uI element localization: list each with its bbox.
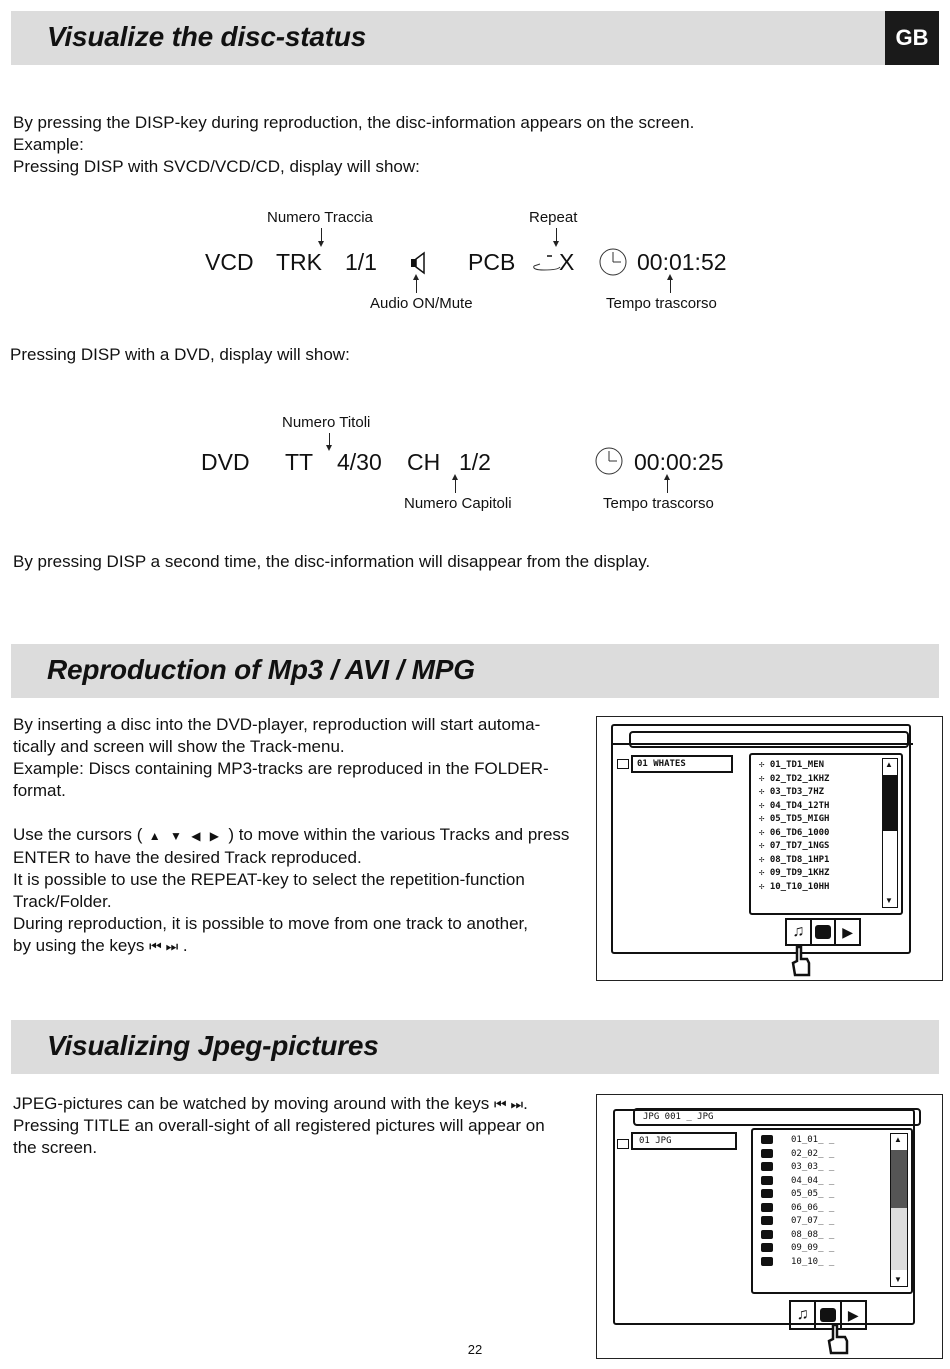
track-name: 01_TD1_MEN <box>769 760 825 770</box>
trk-label: TRK <box>276 249 322 275</box>
scroll-up-icon[interactable]: ▲ <box>894 1135 902 1144</box>
arrow-down <box>556 228 557 242</box>
prev-next-keys-icon: ⏮ ⏭ <box>493 1096 524 1112</box>
intro-line: Pressing DISP with SVCD/VCD/CD, display will show: <box>13 157 420 176</box>
picture-name: 07_07_ _ <box>791 1216 835 1226</box>
track-list-box <box>749 753 903 915</box>
text-line: By inserting a disc into the DVD-player, reproduction will start automa- <box>13 715 541 734</box>
track-icon: ✢ <box>759 854 770 865</box>
track-icon: ✢ <box>759 868 770 878</box>
list-item[interactable] <box>761 1175 834 1189</box>
track-icon: ✢ <box>759 773 770 784</box>
scrollbar[interactable] <box>890 1133 908 1287</box>
text-part: JPEG-pictures can be watched by moving around with the keys <box>13 1094 490 1113</box>
play-icon[interactable]: ▶ <box>842 924 854 940</box>
list-item[interactable] <box>761 1215 834 1229</box>
list-item[interactable] <box>759 854 829 868</box>
picture-icon <box>761 1189 773 1198</box>
picture-name: 01_01_ _ <box>791 1135 835 1145</box>
track-list <box>759 759 829 894</box>
text-part: ) to move within the various Tracks and press <box>228 825 570 844</box>
list-item[interactable] <box>761 1134 834 1148</box>
text-line: Track/Folder. <box>13 892 112 911</box>
track-name: 07_TD7_1NGS <box>769 841 830 851</box>
ch-label: CH <box>407 449 441 475</box>
menu-header-bar <box>629 731 909 748</box>
folder-icon <box>617 1139 629 1149</box>
scrollbar[interactable] <box>882 758 898 908</box>
text-line: Pressing TITLE an overall-sight of all registered pictures will appear on <box>13 1116 545 1135</box>
cursor-keys-icon: ▲ ▼ ◀ ▶ <box>142 829 229 843</box>
title-value: 4/30 <box>337 449 382 475</box>
label-chapter-number: Numero Capitoli <box>404 495 512 512</box>
scrollbar-thumb[interactable] <box>891 1150 907 1208</box>
language-badge: GB <box>885 11 939 65</box>
list-item[interactable] <box>761 1161 834 1175</box>
section-title: Reproduction of Mp3 / AVI / MPG <box>47 654 475 685</box>
text-line: ENTER to have the desired Track reproduced. <box>13 848 362 867</box>
arrow-down <box>321 228 322 242</box>
track-name: 09_TD9_1KHZ <box>769 868 830 878</box>
picture-icon <box>761 1135 773 1144</box>
play-icon[interactable]: ▶ <box>847 1307 859 1323</box>
speaker-icon <box>410 251 430 275</box>
elapsed-time: 00:01:52 <box>637 249 727 275</box>
text-line: Example: Discs containing MP3-tracks are reproduced in the FOLDER- <box>13 759 549 778</box>
menu-header-bar: JPG 001 _ JPG <box>633 1108 921 1126</box>
track-name: 06_TD6_1000 <box>769 827 830 838</box>
list-item[interactable] <box>759 867 829 881</box>
label-elapsed-time: Tempo trascorso <box>606 295 717 312</box>
text-line: During reproduction, it is possible to move from one track to another, <box>13 914 528 933</box>
arrow-up <box>670 279 671 293</box>
section-title: Visualize the disc-status <box>47 21 367 52</box>
folder-icon <box>617 759 629 769</box>
track-name: 03_TD3_7HZ <box>769 787 825 797</box>
music-note-icon[interactable]: ♫ <box>791 1302 816 1328</box>
track-name: 02_TD2_1KHZ <box>769 773 830 784</box>
outro-paragraph: By pressing DISP a second time, the disc-information will disappear from the display. <box>13 552 651 571</box>
intro-paragraph <box>13 112 694 178</box>
arrow-down <box>329 433 330 446</box>
chapter-value: 1/2 <box>459 449 491 475</box>
pcb-label: PCB <box>468 249 516 275</box>
list-item[interactable] <box>761 1242 834 1256</box>
page-number: 22 <box>467 1342 483 1357</box>
list-item[interactable] <box>761 1148 834 1162</box>
intro-line: By pressing the DISP-key during reproduction, the disc-information appears on the screen. <box>13 113 695 132</box>
section-header-jpeg <box>11 1020 939 1074</box>
label-track-number: Numero Traccia <box>267 209 373 226</box>
clock-icon <box>598 247 628 277</box>
cursor-line <box>13 824 573 847</box>
section-header-mp3 <box>11 644 939 698</box>
track-icon: ✢ <box>759 827 770 838</box>
picture-icon <box>761 1243 773 1252</box>
track-name: 10_T10_10HH <box>769 881 830 892</box>
picture-name: 03_03_ _ <box>791 1162 835 1172</box>
jpeg-menu-screen <box>596 1094 943 1359</box>
track-icon: ✢ <box>759 760 770 770</box>
picture-name: 04_04_ _ <box>791 1175 835 1186</box>
scrollbar-thumb[interactable] <box>883 775 897 831</box>
list-item[interactable] <box>761 1202 834 1216</box>
prev-next-keys-icon: ⏮ ⏭ <box>149 938 179 954</box>
track-icon: ✢ <box>759 841 770 851</box>
picture-icon <box>761 1203 773 1212</box>
text-part: by using the keys <box>13 936 145 955</box>
list-item[interactable] <box>761 1229 834 1243</box>
text-line: format. <box>13 781 66 800</box>
text-line: tically and screen will show the Track-menu. <box>13 737 345 756</box>
picture-name: 05_05_ _ <box>791 1189 835 1199</box>
intro-line: Example: <box>13 135 84 154</box>
text-line: the screen. <box>13 1138 98 1157</box>
picture-icon <box>761 1216 773 1225</box>
folder-name: 01 JPG <box>631 1132 737 1150</box>
section-header-disc-status <box>11 11 939 65</box>
arrow-up <box>667 479 668 493</box>
list-item[interactable] <box>761 1256 834 1270</box>
list-item[interactable] <box>759 759 829 773</box>
list-item[interactable] <box>759 840 829 854</box>
label-elapsed-time: Tempo trascorso <box>603 495 714 512</box>
picture-name: 08_08_ _ <box>791 1229 835 1240</box>
picture-list-box <box>751 1128 913 1294</box>
keys-line: JPEG-pictures can be watched by moving around with the keys ⏮ ⏭. <box>13 1094 528 1113</box>
playback-toolbar <box>785 918 861 946</box>
jpeg-paragraph <box>13 1093 583 1159</box>
image-icon[interactable] <box>812 920 837 944</box>
picture-icon <box>761 1176 773 1185</box>
disc-type: VCD <box>205 249 254 275</box>
hand-pointer-icon <box>791 945 813 979</box>
picture-name: 09_09_ _ <box>791 1243 835 1253</box>
track-name: 04_TD4_12TH <box>769 800 830 811</box>
disc-type: DVD <box>201 449 250 475</box>
picture-icon <box>761 1257 773 1266</box>
picture-name: 02_02_ _ <box>791 1148 835 1159</box>
track-icon: ✢ <box>759 800 770 811</box>
track-value: 1/1 <box>345 249 377 275</box>
label-title-number: Numero Titoli <box>282 414 371 431</box>
list-item[interactable] <box>759 786 829 800</box>
dvd-intro: Pressing DISP with a DVD, display will show: <box>10 345 350 364</box>
track-icon: ✢ <box>759 814 770 824</box>
scroll-down-icon[interactable]: ▼ <box>894 1275 902 1284</box>
label-repeat: Repeat <box>529 209 578 226</box>
tt-label: TT <box>285 449 314 475</box>
scroll-up-icon[interactable]: ▲ <box>885 760 893 769</box>
list-item[interactable] <box>759 800 829 814</box>
section-title: Visualizing Jpeg-pictures <box>47 1030 379 1061</box>
keys-line: by using the keys ⏮ ⏭ . <box>13 936 188 955</box>
track-icon: ✢ <box>759 787 770 797</box>
mp3-menu-screen <box>596 716 943 981</box>
scroll-down-icon[interactable]: ▼ <box>885 896 893 905</box>
list-item[interactable] <box>761 1188 834 1202</box>
picture-list <box>761 1134 834 1269</box>
mp3-paragraph <box>13 714 573 957</box>
elapsed-time: 00:00:25 <box>634 449 724 475</box>
arrow-up <box>416 279 417 293</box>
track-name: 08_TD8_1HP1 <box>769 854 830 865</box>
text-part: Use the cursors ( <box>13 825 143 844</box>
text-line: It is possible to use the REPEAT-key to select the repetition-function <box>13 870 525 889</box>
track-icon: ✢ <box>759 881 770 892</box>
arrow-up <box>455 479 456 493</box>
list-item[interactable] <box>759 827 829 841</box>
scrollbar-track <box>891 1208 907 1270</box>
list-item[interactable] <box>759 773 829 787</box>
picture-icon <box>761 1230 773 1239</box>
picture-icon <box>761 1149 773 1158</box>
picture-icon <box>761 1162 773 1171</box>
list-item[interactable] <box>759 813 829 827</box>
track-name: 05_TD5_MIGH <box>769 814 830 824</box>
clock-icon <box>594 446 624 476</box>
picture-name: 10_10_ _ <box>791 1256 835 1267</box>
label-audio-mute: Audio ON/Mute <box>370 295 473 312</box>
repeat-value: X <box>559 249 575 275</box>
folder-name: 01 WHATES <box>631 755 733 773</box>
music-note-icon[interactable]: ♫ <box>787 920 812 944</box>
list-item[interactable] <box>759 881 829 895</box>
picture-name: 06_06_ _ <box>791 1202 835 1213</box>
